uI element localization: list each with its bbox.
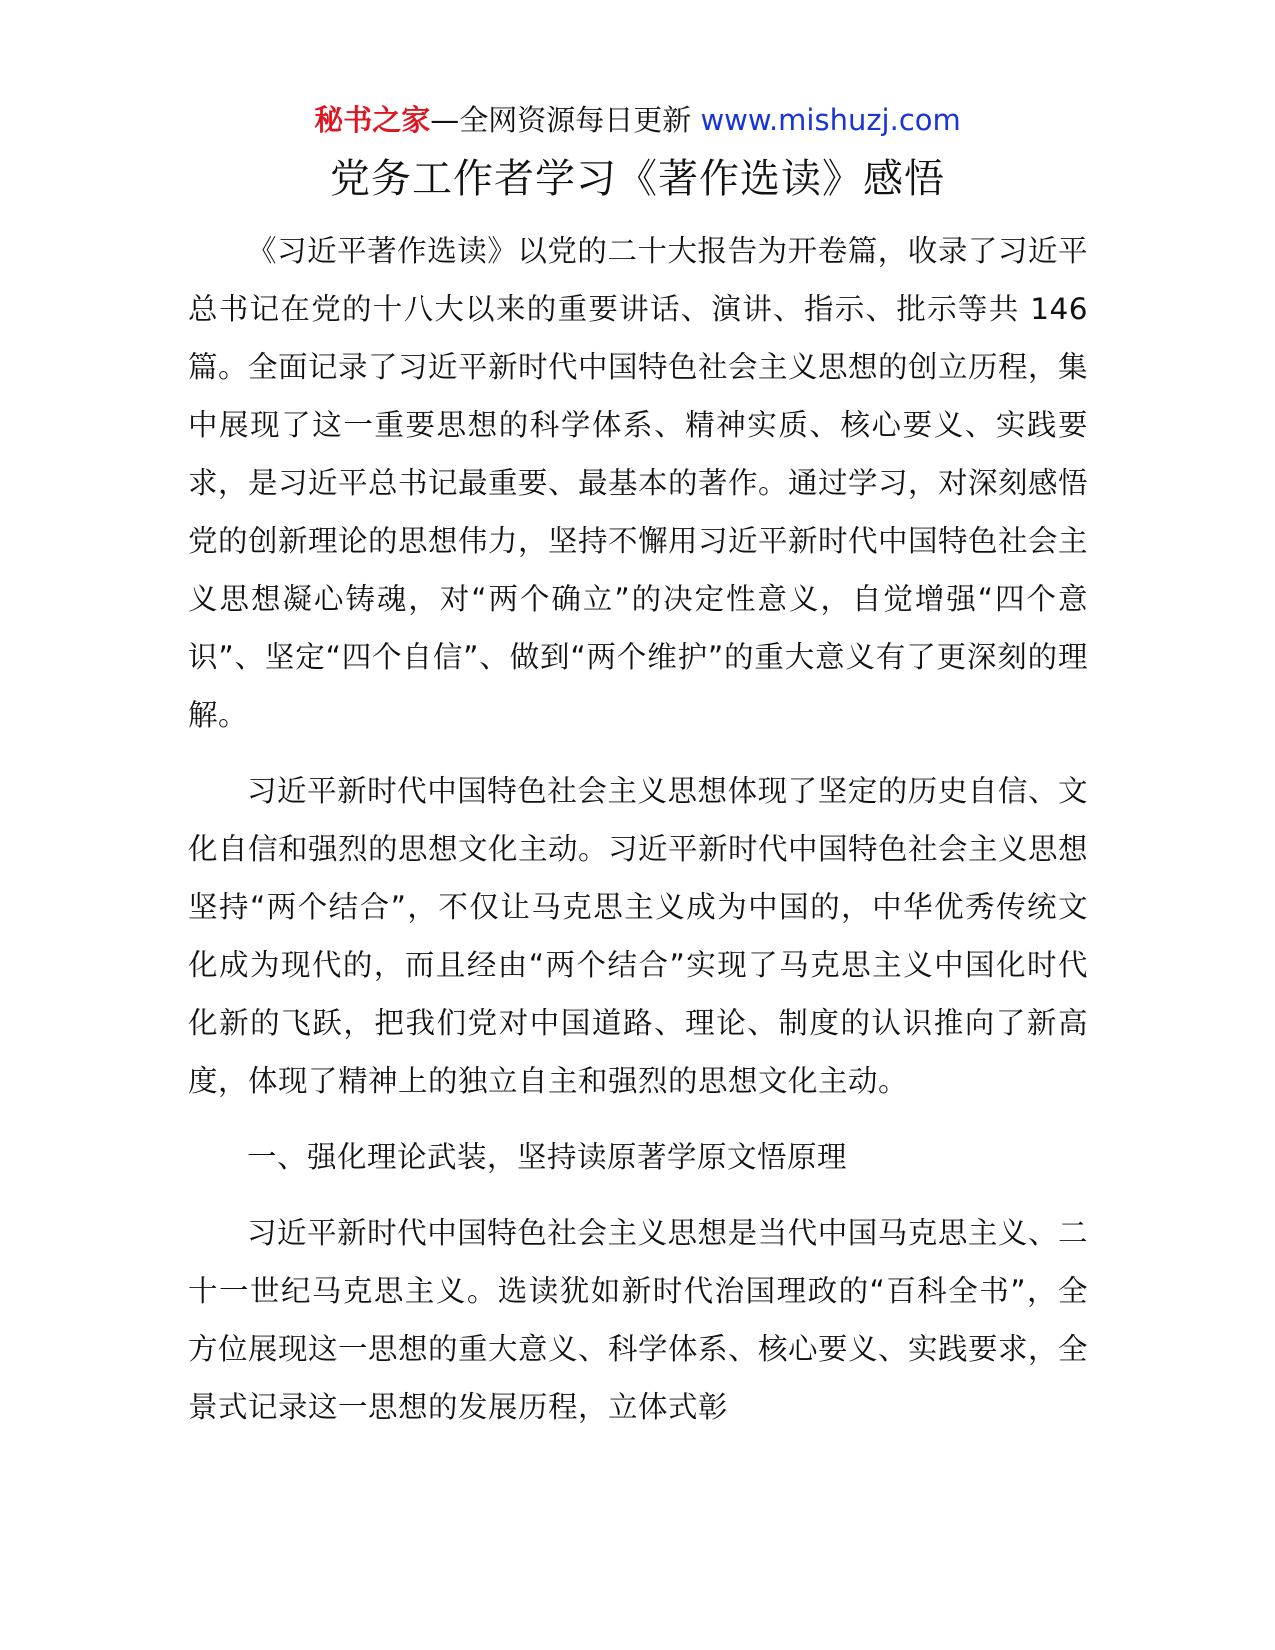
document-title: 党务工作者学习《著作选读》感悟 (330, 156, 945, 202)
paragraph-1: 《习近平著作选读》以党的二十大报告为开卷篇，收录了习近平总书记在党的十八大以来的重要讲话、演讲、指示、批示等共 146 篇。全面记录了习近平新时代中国特色社会主义思想的创立历程，集中展现了这一重要思想的科学体系、精神实质、核心要义、实践要求，是习近平总书记最重要、最基本的著作。通过学习，对深刻感悟党的创新理论的思想伟力，坚持不懈用习近平新时代中国特色社会主义思想凝心铸魂，对“两个确立”的决定性意义，自觉增强“四个意识”、坚定“四个自信”、做到“两个维护”的重大意义有了更深刻的理解。 (188, 234, 1089, 732)
banner-url-link[interactable]: www.mishuzj.com (700, 103, 961, 137)
banner-slogan: —全网资源每日更新 (430, 103, 701, 137)
paragraph-2: 习近平新时代中国特色社会主义思想体现了坚定的历史自信、文化自信和强烈的思想文化主动。习近平新时代中国特色社会主义思想坚持“两个结合”，不仅让马克思主义成为中国的，中华优秀传统文化成为现代的，而且经由“两个结合”实现了马克思主义中国化时代化新的飞跃，把我们党对中国道路、理论、制度的认识推向了新高度，体现了精神上的独立自主和强烈的思想文化主动。 (188, 774, 1089, 1098)
document-body (188, 222, 1088, 1436)
site-banner (0, 100, 1275, 140)
banner-brand: 秘书之家 (314, 103, 431, 137)
section-heading-1: 一、强化理论武装，坚持读原著学原文悟原理 (247, 1140, 848, 1174)
paragraph-3: 习近平新时代中国特色社会主义思想是当代中国马克思主义、二十一世纪马克思主义。选读犹如新时代治国理政的“百科全书”，全方位展现这一思想的重大意义、科学体系、核心要义、实践要求，全景式记录这一思想的发展历程，立体式彰 (188, 1216, 1089, 1424)
